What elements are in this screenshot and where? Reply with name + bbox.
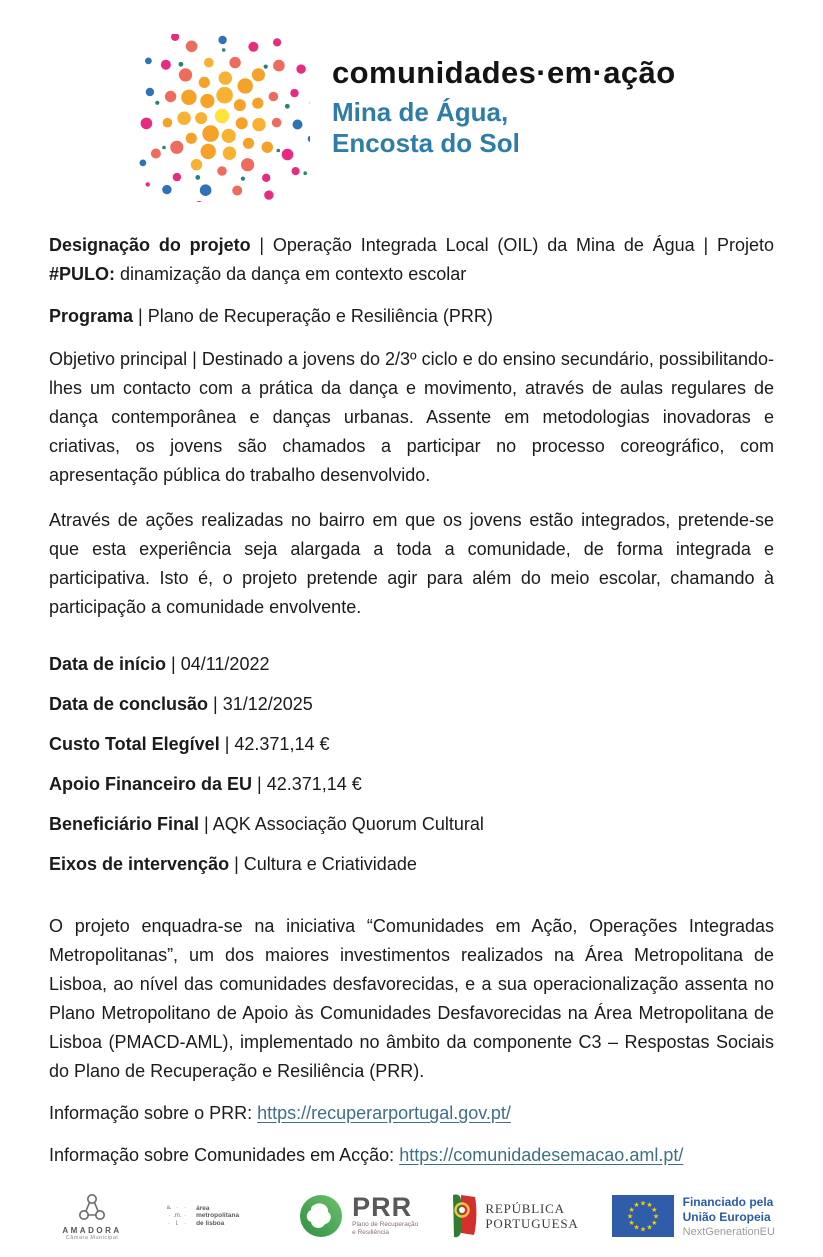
fact-apoio-eu (49, 770, 774, 799)
republica-portuguesa-logo (451, 1193, 578, 1239)
svg-text:★: ★ (652, 1213, 659, 1221)
eu-flag-icon (612, 1195, 674, 1237)
link-recuperarportugal[interactable]: https://recuperarportugal.gov.pt/ (257, 1103, 511, 1123)
portugal-flag-icon (451, 1193, 477, 1239)
prr-circle-icon (298, 1193, 344, 1239)
eu-funding-line1: Financiado pela (682, 1194, 774, 1209)
eu-nextgeneration: NextGenerationEU (682, 1225, 775, 1238)
svg-text:★: ★ (646, 1224, 653, 1232)
paragraph-atraves: Através de ações realizadas no bairro em que os jovens estão integrados, pretende-se que esta experiência seja alargada a toda a comunidade, de forma integrada e participativa. Isto é, o projeto pretende agir para além do meio escolar, chamando à participação a comunidade envolvente. (49, 510, 774, 617)
svg-text:★: ★ (639, 1226, 646, 1234)
paragraph-objetivo: Objetivo principal | Destinado a jovens do 2/3º ciclo e do ensino secundário, possibilitando-lhes um contacto com a prática da dança e movimento, através de aulas regulares de dança contemporânea e danças urbanas. Assente em metodologias inovadoras e criativas, os jovens são chamados a participar no processo coreográfico, com apresentação pública do trabalho desenvolvido. (49, 349, 774, 485)
fact-custo-total (49, 730, 774, 759)
amadora-sub: Câmara Municipal (65, 1234, 119, 1241)
info-prr-line (49, 1099, 774, 1128)
svg-text:★: ★ (650, 1219, 658, 1227)
programa-value: Plano de Recuperação e Resiliência (PRR) (147, 306, 493, 326)
fact-value: Cultura e Criatividade (243, 854, 417, 874)
designacao-text1: Operação Integrada Local (OIL) da Mina de Água | Projeto (272, 235, 774, 255)
republica-line1: REPÚBLICA (485, 1201, 565, 1216)
prr-acronym: PRR (352, 1192, 413, 1222)
separator: | (250, 235, 273, 255)
prr-subtitle-line2: e Resiliência (352, 1229, 390, 1236)
republica-line2: PORTUGUESA (485, 1216, 579, 1231)
separator: | (133, 306, 148, 326)
fact-label: Eixos de intervenção (49, 854, 230, 874)
fact-value: AQK Associação Quorum Cultural (212, 814, 484, 834)
fact-data-conclusao (49, 690, 774, 719)
fact-label: Data de conclusão (49, 694, 209, 714)
eu-text-block (683, 1195, 775, 1238)
prr-subtitle-line1: Plano de Recuperação (352, 1221, 419, 1228)
info-comunidades-line (49, 1141, 774, 1170)
prr-logo (298, 1193, 418, 1239)
separator: | (208, 694, 223, 714)
svg-text:★: ★ (650, 1206, 658, 1214)
svg-text:★: ★ (626, 1213, 633, 1221)
fact-value: 42.371,14 € (234, 734, 330, 754)
info-comunidades-label: Informação sobre Comunidades em Acção: (49, 1145, 400, 1165)
brand-subtitle-line2: Encosta do Sol (332, 128, 520, 158)
fact-data-inicio (49, 650, 774, 679)
fact-beneficiario (49, 810, 774, 839)
eu-funding-line2: União Europeia (682, 1209, 771, 1224)
eu-funding-logo (612, 1195, 775, 1238)
header (0, 0, 823, 205)
designacao-label: Designação do projeto (49, 235, 251, 255)
brand-subtitle-line1: Mina de Água, (332, 97, 509, 127)
aml-name-line3: de lisboa (196, 1219, 225, 1227)
aml-name (196, 1205, 239, 1228)
designacao-text2: dinamização da dança em contexto escolar (115, 264, 467, 284)
fact-label: Data de início (49, 654, 167, 674)
aml-name-line2: metropolitana (196, 1212, 240, 1220)
paragraph-programa (49, 302, 774, 331)
programa-label: Programa (49, 306, 134, 326)
aml-dots-icon: a. · · · .m. · · l. · (166, 1205, 187, 1227)
footer-logos (52, 1187, 775, 1245)
separator: | (252, 774, 267, 794)
separator: | (199, 814, 213, 834)
republica-text (485, 1201, 578, 1231)
info-prr-label: Informação sobre o PRR: (49, 1103, 258, 1123)
brand-subtitle (332, 97, 676, 159)
separator: | (219, 734, 235, 754)
brand-title: comunidades·em·ação (332, 55, 676, 90)
fact-label: Beneficiário Final (49, 814, 200, 834)
fact-value: 42.371,14 € (266, 774, 362, 794)
svg-text:★: ★ (628, 1206, 635, 1214)
fact-eixos (49, 850, 774, 879)
fact-label: Custo Total Elegível (49, 734, 220, 754)
amadora-name: AMADORA (62, 1225, 122, 1235)
separator: | (229, 854, 244, 874)
amadora-logo (52, 1192, 132, 1241)
fact-value: 31/12/2025 (222, 694, 313, 714)
designacao-bold: #PULO: (49, 264, 116, 284)
separator: | (166, 654, 181, 674)
svg-text:★: ★ (633, 1202, 640, 1210)
paragraph-designacao (49, 231, 774, 289)
aml-logo (165, 1204, 265, 1228)
fact-label: Apoio Financeiro da EU (49, 774, 253, 794)
dots-burst-logo (138, 34, 310, 202)
svg-text:★: ★ (628, 1219, 635, 1227)
link-comunidadesemacao[interactable]: https://comunidadesemacao.aml.pt/ (399, 1145, 684, 1165)
brand-text-block (332, 34, 676, 159)
amadora-emblem-icon (74, 1192, 110, 1224)
aml-name-line1: área (196, 1204, 210, 1212)
facts-list (49, 650, 774, 879)
document-body (0, 231, 823, 1170)
paragraph-enquadramento: O projeto enquadra-se na iniciativa “Comunidades em Ação, Operações Integradas Metropolitanas”, um dos maiores investimentos realizados na Área Metropolitana de Lisboa, ao nível das comunidades desfavorecidas, e a sua operacionalização assenta no Plano Metropolitano de Apoio às Comunidades Desfavorecidas na Área Metropolitana de Lisboa (PMACD-AML), implementado no âmbito da componente C3 – Respostas Sociais do Plano de Recuperação e Resiliência (PRR). (49, 916, 774, 1081)
svg-text:★: ★ (639, 1200, 646, 1208)
prr-text-block (352, 1192, 419, 1237)
prr-subtitle (352, 1221, 418, 1237)
svg-text:★: ★ (633, 1224, 640, 1232)
svg-text:★: ★ (646, 1202, 653, 1210)
fact-value: 04/11/2022 (180, 654, 270, 674)
